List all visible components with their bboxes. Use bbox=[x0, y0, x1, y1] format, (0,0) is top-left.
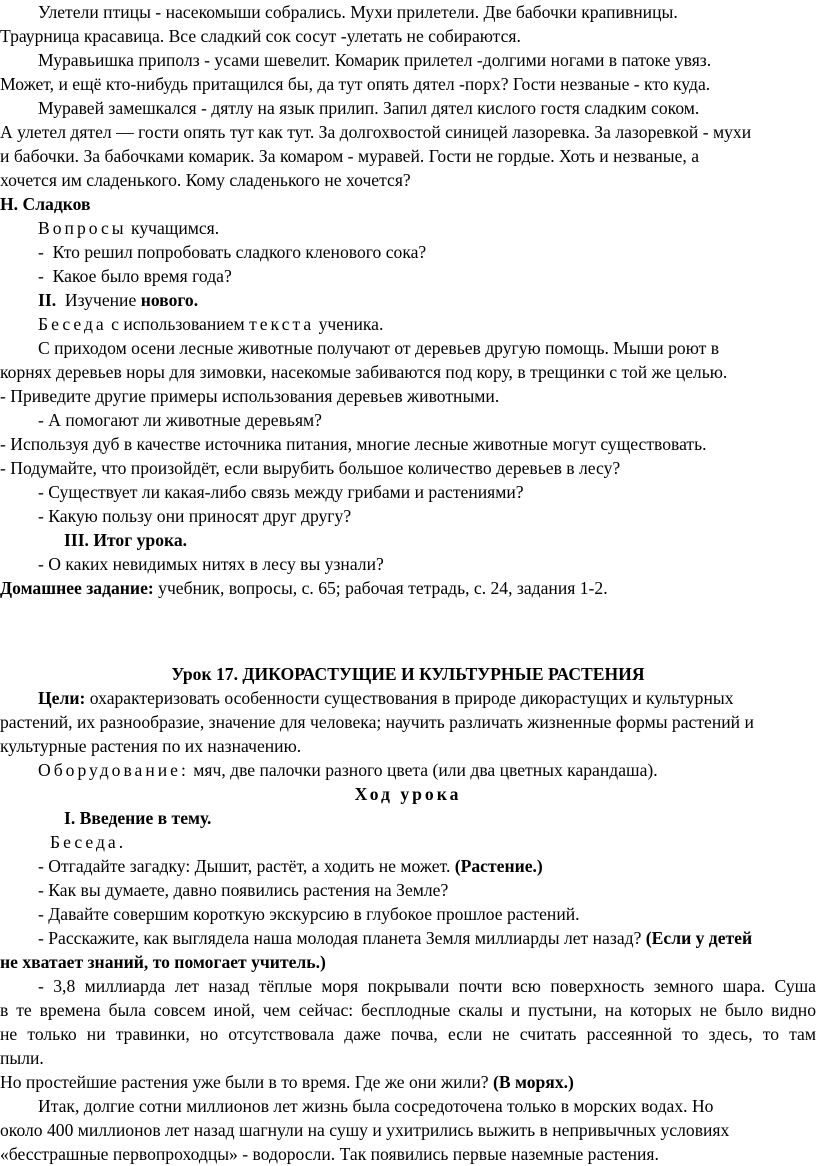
story-line: и бабочки. За бабочками комарик. За комаром - муравей. Гости не гордые. Хоть и незваные, а bbox=[0, 146, 700, 166]
question-text: - Отгадайте загадку: Дышит, растёт, а ходить не может. bbox=[38, 856, 451, 876]
where-text: Но простейшие растения уже были в то время. Где же они жили? bbox=[0, 1072, 489, 1092]
spaced-text: текста bbox=[249, 314, 315, 334]
paragraph-line: корнях деревьев норы для зимовки, насекомые забиваются под кору, в трещинки с той же целью. bbox=[0, 362, 728, 382]
paragraph-line: С приходом осени лесные животные получают от деревьев другую помощь. Мыши роют в bbox=[38, 338, 720, 358]
talk-heading: Беседа. bbox=[50, 832, 127, 852]
question-item: - Какое было время года? bbox=[38, 266, 232, 286]
text: ученика. bbox=[318, 314, 384, 334]
goals-line: культурные растения по их назначению. bbox=[0, 736, 302, 756]
course-heading: Ход урока bbox=[354, 784, 462, 804]
story-author: Н. Сладков bbox=[0, 194, 91, 214]
goals-text: охарактеризовать особенности существования в природе дикорастущих и культурных bbox=[89, 688, 734, 708]
equipment-line bbox=[38, 758, 658, 782]
answer-text: (Если у детей bbox=[645, 928, 753, 948]
section-text: Изучение bbox=[64, 290, 137, 310]
spaced-text: Беседа bbox=[38, 314, 107, 334]
final-line: «бесстрашные первопроходцы» - водоросли. Так появились первые наземные растения. bbox=[0, 1144, 659, 1164]
bullet-item: - Подумайте, что произойдёт, если вырубить большое количество деревьев в лесу? bbox=[0, 458, 621, 478]
fact-line: - 3,8 миллиарда лет назад тёплые моря покрывали почти всю поверхность земного шара. Суша bbox=[38, 976, 816, 996]
homework-label: Домашнее задание: bbox=[0, 578, 154, 598]
question-item: - Кто решил попробовать сладкого кленового сока? bbox=[38, 242, 427, 262]
question-item bbox=[38, 854, 543, 878]
fact-line: не только ни травинки, но отсутствовала даже почва, если не считать рассеянной то здесь, то там bbox=[0, 1024, 816, 1044]
question-item bbox=[38, 926, 752, 950]
where-line bbox=[0, 1070, 574, 1094]
story-line: Траурница красавица. Все сладкий сок сосут -улетать не собираются. bbox=[0, 26, 521, 46]
final-line: около 400 миллионов лет назад шагнули на сушу и ухитрились выжить в непривычных условиях bbox=[0, 1120, 730, 1140]
fact-line: пыли. bbox=[0, 1048, 44, 1068]
bullet-item: - Существует ли какая-либо связь между грибами и растениями? bbox=[38, 482, 524, 502]
homework-line bbox=[0, 576, 608, 600]
answer-text: не хватает знаний, то помогает учитель.) bbox=[0, 952, 326, 972]
section-heading: III. Итог урока. bbox=[64, 530, 188, 550]
intro-heading: I. Введение в тему. bbox=[64, 808, 212, 828]
final-line: Итак, долгие сотни миллионов лет жизнь была сосредоточена только в морских водах. Но bbox=[38, 1096, 714, 1116]
question-item: - Как вы думаете, давно появились растения на Земле? bbox=[38, 880, 449, 900]
text: с использованием bbox=[111, 314, 245, 334]
story-line: Муравьишка приполз - усами шевелит. Комарик прилетел -долгими ногами в патоке увяз. bbox=[38, 50, 712, 70]
question-item: - О каких невидимых нитях в лесу вы узнали? bbox=[38, 554, 384, 574]
answer-text: (В морях.) bbox=[492, 1072, 574, 1092]
question-text: Какое было время года? bbox=[52, 266, 232, 286]
bullet-item: - Приведите другие примеры использования деревьев животными. bbox=[0, 386, 500, 406]
question-item: - Давайте совершим короткую экскурсию в глубокое прошлое растений. bbox=[38, 904, 580, 924]
questions-intro-spaced: Вопросы bbox=[38, 218, 127, 238]
question-text: - Расскажите, как выглядела наша молодая планета Земля миллиарды лет назад? bbox=[38, 928, 642, 948]
story-line: Может, и ещё кто-нибудь притащился бы, да тут опять дятел -порх? Гости незваные - кто куда. bbox=[0, 74, 711, 94]
questions-intro bbox=[38, 216, 219, 240]
goals-label: Цели: bbox=[38, 688, 86, 708]
story-line: хочется им сладенького. Кому сладенького не хочется? bbox=[0, 170, 411, 190]
goals-line: растений, их разнообразие, значение для человека; научить различать жизненные формы растений и bbox=[0, 712, 754, 732]
fact-line: в те времена была совсем иной, чем сейчас: бесплодные скалы и пустыни, на которых не было видно bbox=[0, 1000, 816, 1020]
question-text: Кто решил попробовать сладкого кленового сока? bbox=[52, 242, 427, 262]
bullet-item: - Используя дуб в качестве источника питания, многие лесные животные могут существовать. bbox=[0, 434, 707, 454]
conversation-line bbox=[38, 312, 383, 336]
bullet-item: - А помогают ли животные деревьям? bbox=[38, 410, 322, 430]
answer-text: (Растение.) bbox=[454, 856, 543, 876]
section-heading bbox=[38, 288, 198, 312]
section-text-bold: нового. bbox=[140, 290, 199, 310]
story-line: А улетел дятел — гости опять тут как тут. За долгохвостой синицей лазоревка. За лазоревкой - мухи bbox=[0, 122, 752, 142]
equipment-label: Оборудование: bbox=[38, 760, 189, 780]
equipment-text: мяч, две палочки разного цвета (или два цветных карандаша). bbox=[193, 760, 658, 780]
questions-intro-rest: кучащимся. bbox=[131, 218, 220, 238]
story-line: Муравей замешкался - дятлу на язык прилип. Запил дятел кислого гостя сладким соком. bbox=[38, 98, 700, 118]
bullet-item: - Какую пользу они приносят друг другу? bbox=[38, 506, 352, 526]
story-line: Улетели птицы - насекомыши собрались. Мухи прилетели. Две бабочки крапивницы. bbox=[38, 2, 678, 22]
section-number: II. bbox=[38, 290, 57, 310]
homework-text: учебник, вопросы, с. 65; рабочая тетрадь, с. 24, задания 1-2. bbox=[158, 578, 608, 598]
lesson-title: Урок 17. ДИКОРАСТУЩИЕ И КУЛЬТУРНЫЕ РАСТЕНИЯ bbox=[171, 664, 645, 684]
goals-line bbox=[38, 686, 734, 710]
